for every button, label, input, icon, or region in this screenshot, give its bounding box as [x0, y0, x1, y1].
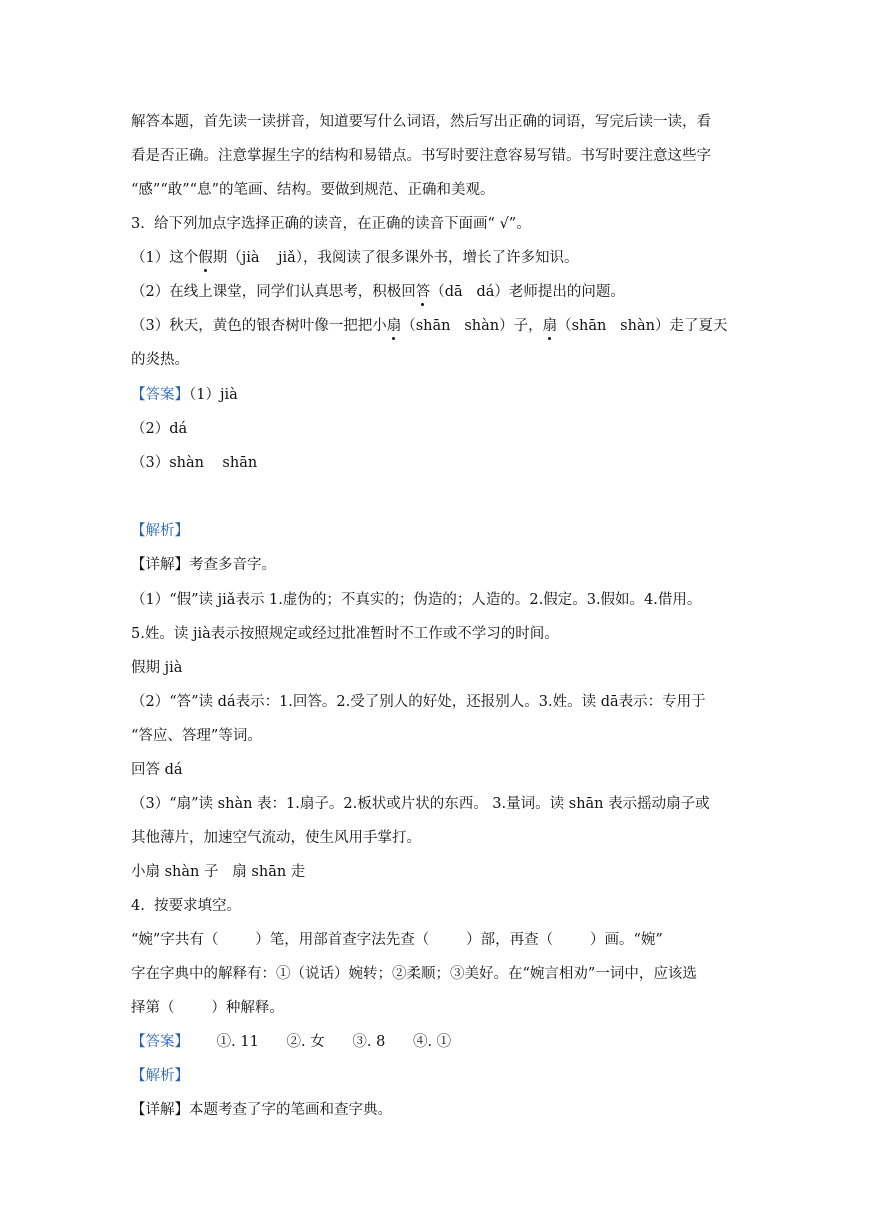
text-line: “答应、答理”等词。 [131, 728, 262, 744]
text-line: 小扇 shàn 子 扇 shān 走 [131, 864, 306, 880]
text-segment: （dā dá）老师提出的问题。 [430, 284, 625, 300]
analysis-tag: 【解析】 [131, 523, 189, 539]
text-line: “婉”字共有（ ）笔，用部首查字法先查（ ）部，再查（ ）画。“婉” [131, 932, 663, 948]
dotted-character: 答 [415, 284, 431, 300]
text-segment: 期（jià jiǎ），我阅读了很多课外书，增长了许多知识。 [212, 250, 579, 266]
analysis-tag: 【解析】 [131, 1068, 189, 1084]
text-line: 择第（ ）种解释。 [131, 1000, 284, 1016]
text-line: 回答 dá [131, 762, 183, 778]
text-line: （3）“扇”读 shàn 表：1.扇子。2.板状或片状的东西。 3.量词。读 shān 表示摇动扇子或 [131, 796, 710, 812]
detail-text: 本题考查了字的笔画和查字典。 [189, 1102, 392, 1118]
text-line: 其他薄片，加速空气流动，使生风用手掌打。 [131, 830, 421, 846]
text-line: 5.姓。读 jià表示按照规定或经过批准暂时不工作或不学习的时间。 [131, 626, 559, 642]
question-3-item-3 [131, 316, 727, 336]
dotted-character: 扇 [386, 318, 402, 334]
question-4-title: 4. 按要求填空。 [131, 898, 242, 914]
text-line: 看是否正确。注意掌握生字的结构和易错点。书写时要注意容易写错。书写时要注意这些字 [131, 148, 711, 164]
detail-tag: 【详解】 [131, 1102, 189, 1118]
detail-text: 考查多音字。 [189, 557, 276, 573]
answer-text: ①. 11 ②. 女 ③. 8 ④. ① [189, 1034, 452, 1050]
text-line: 字在字典中的解释有：①（说话）婉转；②柔顺；③美好。在“婉言相劝”一词中，应该选 [131, 966, 697, 982]
text-segment: （shān shàn）走了夏天 [557, 318, 728, 334]
text-line: （2）“答”读 dá表示：1.回答。2.受了别人的好处，还报别人。3.姓。读 dā表示：专用于 [131, 694, 706, 710]
text-line: 的炎热。 [131, 352, 189, 368]
answer-tag: 【答案】 [131, 1034, 189, 1050]
detail-4 [131, 1100, 392, 1120]
question-3-title: 3. 给下列加点字选择正确的读音，在正确的读音下面画“ √”。 [131, 216, 531, 232]
answer-tag: 【答案】 [131, 387, 189, 403]
text-line: 假期 jià [131, 660, 183, 676]
text-segment: （2）在线上课堂，同学们认真思考，积极回 [131, 284, 416, 300]
text-segment: （shān shàn）子， [401, 318, 543, 334]
detail-tag: 【详解】 [131, 557, 189, 573]
question-3-item-2 [131, 282, 625, 302]
detail-3 [131, 555, 276, 575]
answer-text: （1）jià [189, 387, 238, 403]
text-line: （1）“假”读 jiǎ表示 1.虚伪的；不真实的；伪造的；人造的。2.假定。3.假如。4.借用。 [131, 592, 702, 608]
text-line: （2）dá [131, 421, 188, 437]
answer-4 [131, 1032, 451, 1052]
text-segment: （1）这个 [131, 250, 199, 266]
text-segment: （3）秋天，黄色的银杏树叶像一把把小 [131, 318, 387, 334]
answer-3 [131, 385, 238, 405]
text-line: （3）shàn shān [131, 455, 258, 471]
question-3-item-1 [131, 248, 578, 268]
text-line: “感”“敢”“息”的笔画、结构。要做到规范、正确和美观。 [131, 182, 495, 198]
dotted-character: 扇 [542, 318, 558, 334]
text-line: 解答本题，首先读一读拼音，知道要写什么词语，然后写出正确的词语，写完后读一读，看 [131, 114, 711, 130]
dotted-character: 假 [198, 250, 213, 266]
